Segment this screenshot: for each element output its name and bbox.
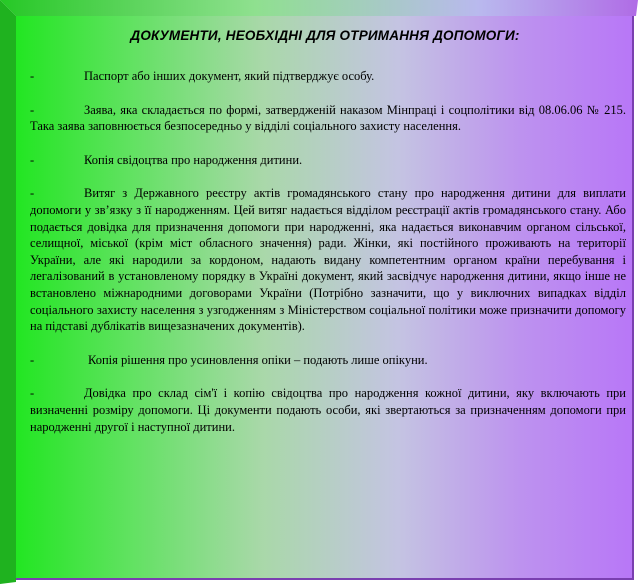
- list-item-passport: [30, 68, 626, 85]
- list-item-text: Копія свідоцтва про народження дитини.: [84, 152, 303, 167]
- box-left-bevel: [0, 0, 16, 584]
- list-item-birth-certificate: [30, 152, 626, 169]
- list-item-text: Копія рішення про усиновлення опіки – подають лише опікуни.: [88, 352, 428, 367]
- bullet: -: [30, 352, 35, 367]
- list-item-application: [30, 102, 626, 135]
- box-top-bevel: [0, 0, 638, 16]
- list-item-family-certificate: [30, 385, 626, 435]
- document-list: [30, 68, 626, 452]
- bullet: -: [30, 69, 35, 83]
- list-item-registry-extract: [30, 185, 626, 334]
- list-item-adoption-decision: [30, 352, 626, 369]
- page-title: ДОКУМЕНТИ, НЕОБХІДНІ ДЛЯ ОТРИМАННЯ ДОПОМОГИ:: [130, 28, 520, 43]
- bullet: -: [30, 152, 35, 167]
- list-item-text: Довідка про склад сім'ї і копію свідоцтва про народження кожної дитини, яку включають при визначенні розміру допомоги. Ці документи подають особи, які звертаються за призначенням допомоги при народженні другої і наступної дитини.: [30, 386, 626, 434]
- list-item-text: Паспорт або інших документ, який підтверджує особу.: [84, 69, 375, 83]
- box-face: [16, 16, 634, 580]
- bullet: -: [30, 386, 35, 401]
- bullet: -: [30, 102, 35, 117]
- bullet: -: [30, 186, 35, 201]
- list-item-text: Заява, яка складається по формі, затвердженій наказом Мінпраці і соцполітики від 08.06.06 № 215. Така заява заповнюється безпосередньо у відділі соціального захисту населення.: [30, 102, 626, 134]
- list-item-text: Витяг з Державного реєстру актів громадянського стану про народження дитини для виплати допомоги у зв’язку з її народженням. Цей витяг надається відділом реєстрації актів громадянського стану. Або подається довідка для призначення допомоги при народженні, яка надається виконавчим органом сільської, селищної, міської (крім міст обласного значення) ради. Жінки, які постійного проживають на території України, але які народили за кордоном, надають видану компетентним органом країни перебування і легалізований в установленому порядку в Україні документ, який засвідчує народження дитини, якщо інше не встановлено міжнародними договорами України (Потрібно зазначити, що у виключних випадках відділ соціального захисту населення з узгодженням з Міністерством соціальної політики може призначити допомогу на підставі дублікатів вищезазначених документів).: [30, 186, 626, 334]
